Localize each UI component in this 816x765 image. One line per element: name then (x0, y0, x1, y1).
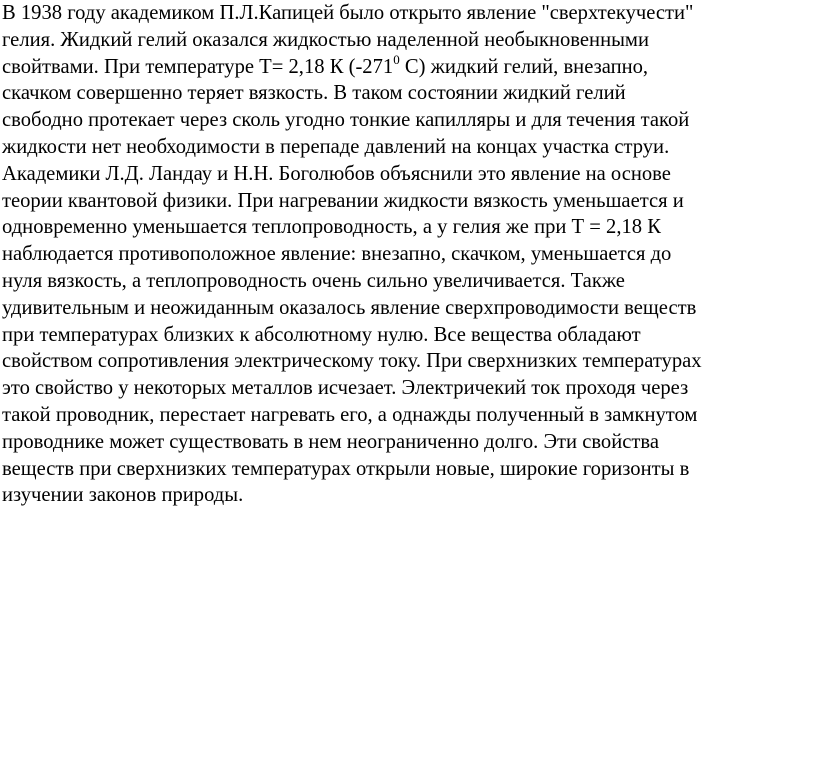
text-fragment: свойтвами. При температуре Т= 2,18 К (-271 (2, 55, 394, 78)
text-line (2, 51, 814, 81)
text-line: такой проводник, перестает нагревать его, а однажды полученный в замкнутом (2, 403, 698, 426)
text-line: удивительным и неожиданным оказалось явление сверхпроводимости веществ (2, 296, 697, 319)
text-line: нуля вязкость, а теплопроводность очень сильно увеличивается. Также (2, 269, 625, 292)
document-body (2, 0, 814, 509)
text-line: изучении законов природы. (2, 484, 244, 507)
text-line: свободно протекает через сколь угодно тонкие капилляры и для течения такой (2, 109, 690, 132)
text-line: это свойство у некоторых металлов исчезает. Электричекий ток проходя через (2, 377, 689, 400)
text-line: жидкости нет необходимости в перепаде давлений на концах участка струи. (2, 135, 670, 158)
text-line: одновременно уменьшается теплопроводность, а у гелия же при Т = 2,18 К (2, 216, 661, 239)
text-line: Академики Л.Д. Ландау и Н.Н. Боголюбов объяснили это явление на основе (2, 162, 671, 185)
text-fragment: С) жидкий гелий, внезапно, (399, 55, 649, 78)
text-line: гелия. Жидкий гелий оказался жидкостью наделенной необыкновенными (2, 28, 649, 51)
text-line: проводнике может существовать в нем неограниченно долго. Эти свойства (2, 430, 659, 453)
text-line: свойством сопротивления электрическому току. При сверхнизких температурах (2, 350, 702, 373)
text-line: теории квантовой физики. При нагревании жидкости вязкость уменьшается и (2, 189, 684, 212)
degree-superscript: 0 (393, 51, 400, 67)
text-line: веществ при сверхнизких температурах открыли новые, широкие горизонты в (2, 457, 690, 480)
text-line: скачком совершенно теряет вязкость. В таком состоянии жидкий гелий (2, 82, 626, 105)
text-line: при температурах близких к абсолютному нулю. Все вещества обладают (2, 323, 641, 346)
text-line: наблюдается противоположное явление: внезапно, скачком, уменьшается до (2, 243, 672, 266)
text-line: В 1938 году академиком П.Л.Капицей было открыто явление "сверхтекучести" (2, 2, 694, 24)
